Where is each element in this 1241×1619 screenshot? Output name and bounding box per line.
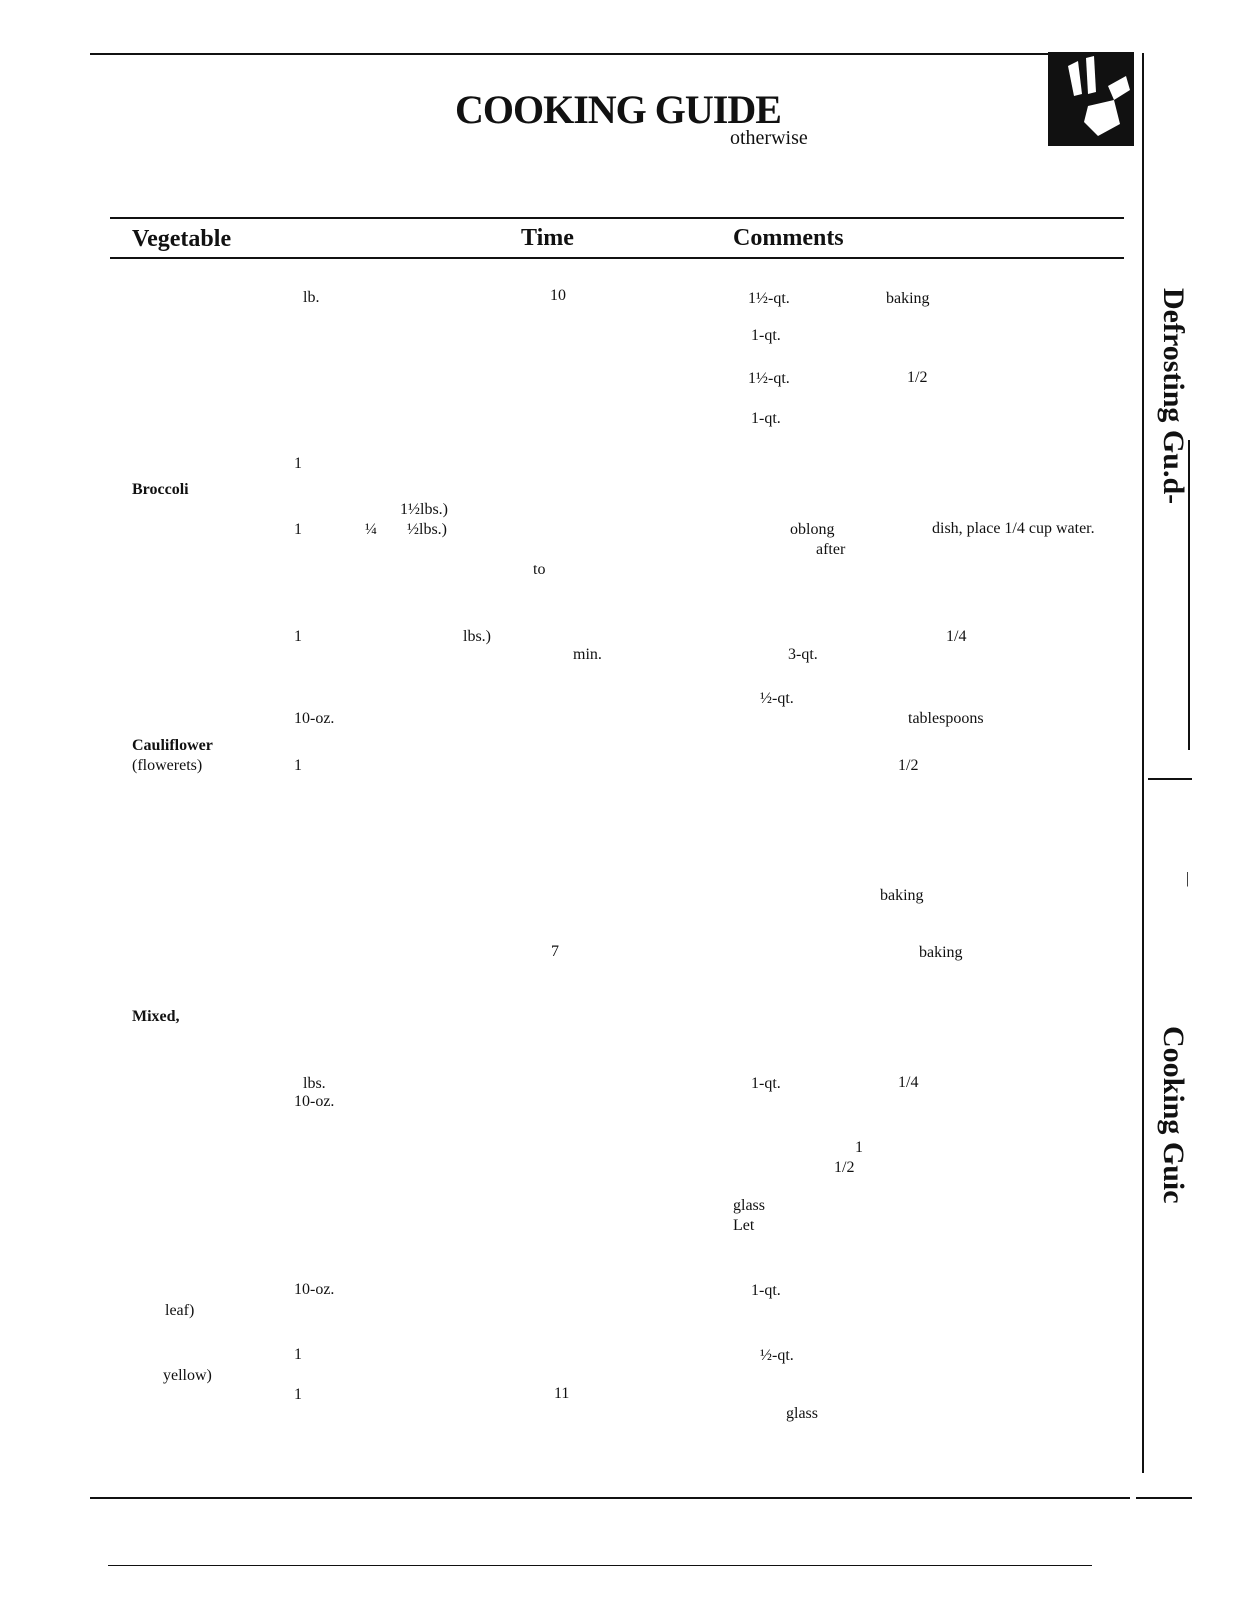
table-cell: 1-qt. — [751, 1282, 781, 1299]
hand-pointer-icon — [1048, 46, 1134, 146]
table-cell: 1½-qt. — [748, 290, 790, 307]
vegetable-label: yellow) — [163, 1367, 212, 1384]
table-cell: 11 — [554, 1385, 570, 1402]
table-cell: 1/2 — [834, 1159, 855, 1176]
table-cell: glass — [733, 1197, 765, 1214]
table-cell: min. — [573, 646, 602, 663]
table-cell: 1/4 — [946, 628, 967, 645]
table-cell: 1-qt. — [751, 1075, 781, 1092]
table-cell: lbs.) — [463, 628, 491, 645]
table-cell: 10-oz. — [294, 1093, 335, 1110]
side-tab-cooking[interactable]: Cooking Guic — [1157, 1026, 1190, 1204]
right-margin-rule — [1142, 53, 1144, 1473]
table-cell: 1 — [294, 1386, 302, 1403]
table-cell: 1 — [294, 757, 302, 774]
subtitle-fragment: otherwise — [730, 127, 808, 149]
column-header-vegetable: Vegetable — [132, 226, 232, 252]
vegetable-label: (flowerets) — [132, 757, 203, 774]
column-header-comments: Comments — [733, 225, 844, 251]
table-cell: lbs. — [303, 1075, 326, 1092]
table-cell: after — [816, 541, 846, 558]
table-cell: 1 — [294, 1346, 302, 1363]
table-cell: 1/2 — [907, 369, 928, 386]
table-cell: 1-qt. — [751, 410, 781, 427]
side-tab-defrosting[interactable]: Defrosting Gu.d- — [1157, 288, 1190, 505]
table-cell: 10 — [550, 287, 566, 304]
table-cell: 1 — [855, 1139, 863, 1156]
table-cell: ½-qt. — [760, 1347, 794, 1364]
vegetable-label: leaf) — [165, 1302, 195, 1319]
vegetable-label: Cauliflower — [132, 737, 213, 754]
table-cell: 3-qt. — [788, 646, 818, 663]
side-tab-divider — [1148, 778, 1192, 780]
table-cell: 1½-qt. — [748, 370, 790, 387]
table-cell: 10-oz. — [294, 1281, 335, 1298]
table-cell: 1 — [294, 521, 302, 538]
table-cell: dish, place 1/4 cup water. — [932, 520, 1095, 537]
table-cell: lb. — [303, 289, 320, 306]
table-cell: 1/2 — [898, 757, 919, 774]
table-header-bottom-rule — [110, 257, 1124, 259]
bottom-rule — [90, 1497, 1130, 1499]
table-cell: tablespoons — [908, 710, 984, 727]
table-cell: baking — [919, 944, 963, 961]
vegetable-label: Mixed, — [132, 1008, 180, 1025]
table-cell: ½-qt. — [760, 690, 794, 707]
table-cell: glass — [786, 1405, 818, 1422]
table-cell: 10-oz. — [294, 710, 335, 727]
footer-rule — [108, 1565, 1092, 1566]
table-header-top-rule — [110, 217, 1124, 219]
vegetable-label: Broccoli — [132, 481, 189, 498]
table-cell: 1 — [294, 455, 302, 472]
top-rule — [90, 53, 1130, 55]
side-tick-mark: | — [1186, 870, 1190, 887]
table-cell: baking — [886, 290, 930, 307]
column-header-time: Time — [521, 225, 574, 251]
table-cell: 1 — [294, 628, 302, 645]
bottom-side-rule — [1136, 1497, 1192, 1499]
table-cell: ¼ — [365, 521, 377, 538]
table-cell: 1/4 — [898, 1074, 919, 1091]
table-cell: Let — [733, 1217, 755, 1234]
table-cell: 1-qt. — [751, 327, 781, 344]
table-cell: baking — [880, 887, 924, 904]
table-cell: 1½lbs.) — [400, 501, 448, 518]
table-cell: to — [533, 561, 546, 578]
table-cell: 7 — [551, 943, 559, 960]
page-title: COOKING GUIDE — [455, 87, 781, 132]
table-cell: ½lbs.) — [407, 521, 447, 538]
table-cell: oblong — [790, 521, 835, 538]
